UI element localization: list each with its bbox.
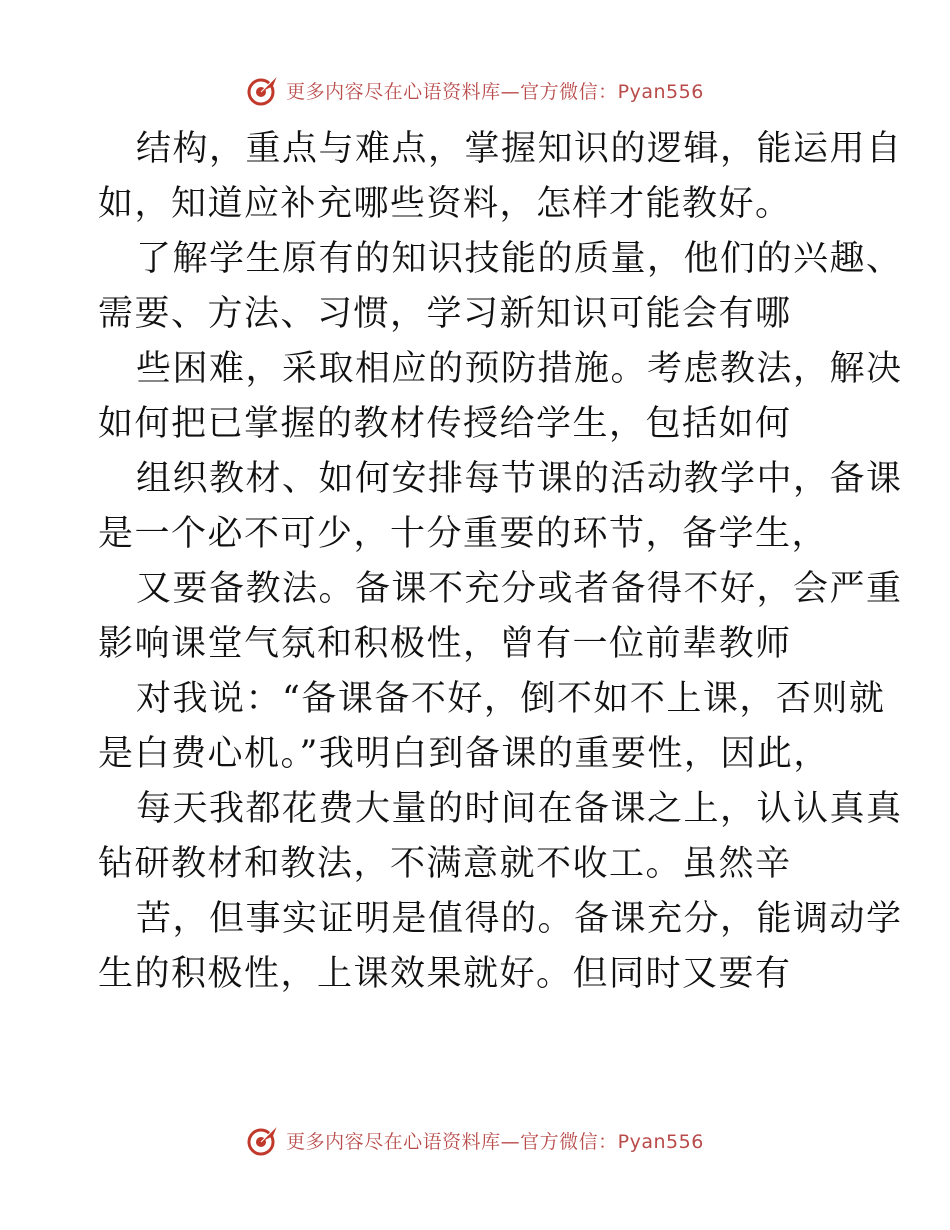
- quill-seal-icon: [246, 73, 280, 107]
- text-line: 组织教材、如何安排每节课的活动教学中，备课: [136, 459, 903, 499]
- text-line: 生的积极性，上课效果就好。但同时又要有: [98, 954, 792, 994]
- text-line: 苦，但事实证明是值得的。备课充分，能调动学: [136, 899, 903, 939]
- header-banner: [0, 70, 950, 110]
- header-banner-text: 更多内容尽在心语资料库—官方微信：Pyan556: [286, 80, 704, 103]
- footer-banner-text: 更多内容尽在心语资料库—官方微信：Pyan556: [286, 1130, 704, 1153]
- text-line: 是白费心机。”我明白到备课的重要性，因此，: [98, 734, 830, 774]
- text-line: 是一个必不可少，十分重要的环节，备学生，: [98, 514, 829, 554]
- footer-banner: [0, 1120, 950, 1160]
- text-line: 需要、方法、习惯，学习新知识可能会有哪: [98, 294, 792, 334]
- quill-seal-icon: [246, 1123, 280, 1157]
- text-line: 钻研教材和教法，不满意就不收工。虽然辛: [98, 844, 792, 884]
- text-line: 对我说：“备课备不好，倒不如不上课，否则就: [136, 679, 886, 719]
- text-line: 每天我都花费大量的时间在备课之上，认认真真: [136, 789, 903, 829]
- text-line: 如何把已掌握的教材传授给学生，包括如何: [98, 404, 792, 444]
- text-line: 些困难，采取相应的预防措施。考虑教法，解决: [136, 349, 903, 389]
- text-line: 了解学生原有的知识技能的质量，他们的兴趣、: [136, 239, 903, 279]
- text-line: 又要备教法。备课不充分或者备得不好，会严重: [136, 569, 903, 609]
- text-line: 结构，重点与难点，掌握知识的逻辑，能运用自: [136, 129, 903, 169]
- text-line: 如，知道应补充哪些资料，怎样才能教好。: [98, 184, 792, 224]
- document-body: [98, 122, 903, 1002]
- text-line: 影响课堂气氛和积极性，曾有一位前辈教师: [98, 624, 792, 664]
